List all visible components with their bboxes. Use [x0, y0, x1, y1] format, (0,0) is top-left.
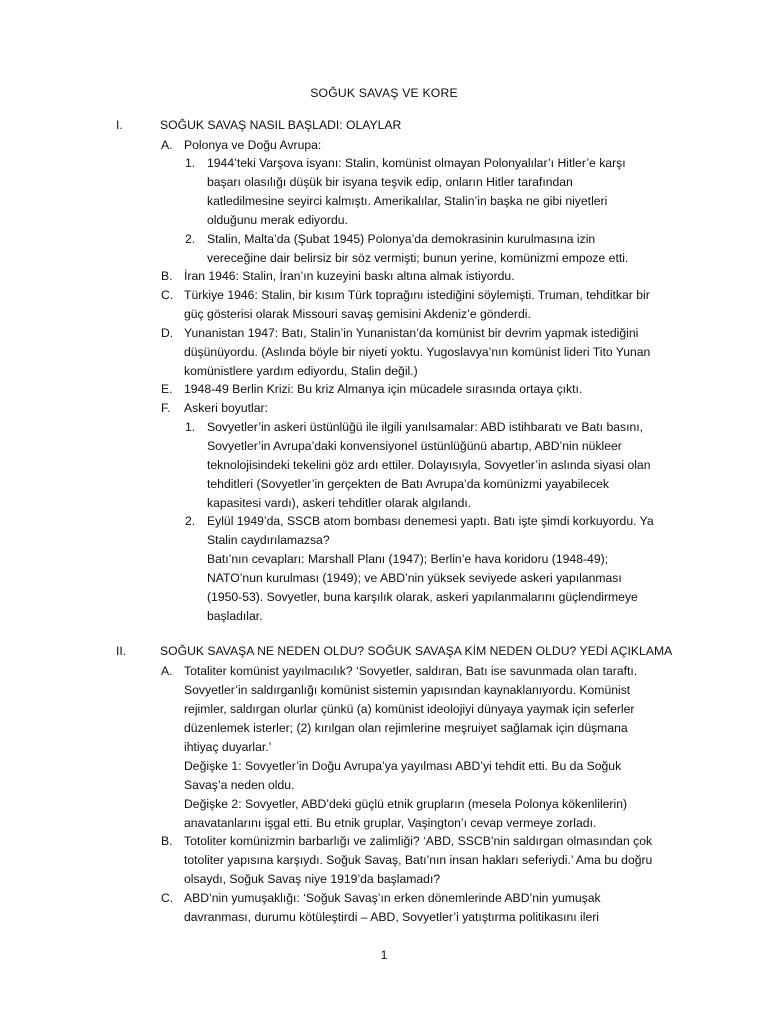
list-item-F: F. Askeri boyutlar:	[161, 401, 268, 415]
document-title: SOĞUK SAVAŞ VE KORE	[310, 86, 458, 100]
variant-1: Değişke 1: Sovyetler’in Doğu Avrupa’ya yayılması ABD’yi tehdit etti. Bu da Soğuk Savaş’a neden oldu.	[184, 759, 622, 792]
list-item-1: 1. 1944’teki Varşova isyanı: Stalin, komünist olmayan Polonyalılar’ı Hitler’e karşı başarı olasılığı düşük bir isyana teşvik edip, onların Hitler tarafından katledilmesine seyirci kalmıştı. Amerikalılar, Stalin’in başka ne gibi niyetleri olduğunu merak ediyordu.	[185, 156, 626, 227]
list-item-F2-extra: Batı’nın cevapları: Marshall Planı (1947); Berlin’e hava koridoru (1948-49); NATO’nun kurulması (1949); ve ABD’nin yüksek seviyede askeri yapılanması (1950-53). Sovyetler, buna karşılık olarak, askeri yapılanmalarını güçlendirmeye başladılar.	[207, 552, 638, 623]
list-item-A: A. Polonya ve Doğu Avrupa:	[161, 138, 322, 152]
list-item-F1: 1. Sovyetler’in askeri üstünlüğü ile ilgili yanılsamalar: ABD istihbaratı ve Batı basını, Sovyetler’in Avrupa’daki konvensiyonel üstünlüğünü abartıp, ABD’nin nükleer teknolojisindeki tekelini göz ardı ettiler. Dolayısıyla, Sovyetler’in aslında siyasi olan tehditleri (Sovyetler’in gerçekten de Batı Avrupa’da komünizmi yayabilecek kapasitesi vardı), askeri tehditler olarak algılandı.	[185, 420, 651, 510]
list-item-B: B. İran 1946: Stalin, İran’ın kuzeyini baskı altına almak istiyordu.	[161, 269, 515, 283]
page-number: 1	[380, 948, 388, 962]
list-item-E: E. 1948-49 Berlin Krizi: Bu kriz Almanya için mücadele sırasında ortaya çıktı.	[161, 382, 583, 396]
list-item-II-A: A. Totaliter komünist yayılmacılık? ‘Sovyetler, saldıran, Batı ise savunmada olan taraftı. Sovyetler’in saldırganlığı komünist sistemin yapısından kaynaklanıyordu. Komünist rejimler, saldırgan olurlar çünkü (a) komünist ideolojiyi dünyaya yaymak için seferler düzenlemek isterler; (2) kırılgan olan rejimlerine meşruiyet sağlamak için düşmana ihtiyaç duyarlar.’ Değişke 1: Sovyetler’in Doğu Avrupa’ya yayılması ABD’yi tehdit etti. Bu da Soğuk Savaş’a neden oldu. Değişke 2: Sovyetler, ABD’deki güçlü etnik grupların (mesela Polonya kökenlilerin) anavatanlarını işgal etti. Bu etnik gruplar, Vaşington’ı cevap vermeye zorladı.	[161, 662, 655, 833]
variant-2: Değişke 2: Sovyetler, ABD’deki güçlü etnik grupların (mesela Polonya kökenlilerin) anavatanlarını işgal etti. Bu etnik gruplar, Vaşington’ı cevap vermeye zorladı.	[184, 797, 628, 830]
section-number: I.	[116, 118, 123, 132]
list-item-II-B: B. Totoliter komünizmin barbarlığı ve zalimliği? ‘ABD, SSCB’nin saldırgan olmasından çok totoliter yapısına karşıydı. Soğuk Savaş, Batı’nın insan hakları seferiydi.’ Ama bu doğru olsaydı, Soğuk Savaş niye 1919’da başlamadı?	[161, 834, 653, 886]
section-title: SOĞUK SAVAŞ NASIL BAŞLADI: OLAYLAR	[160, 118, 402, 132]
section-title: SOĞUK SAVAŞA NE NEDEN OLDU? SOĞUK SAVAŞA KİM NEDEN OLDU? YEDİ AÇIKLAMA	[160, 644, 673, 658]
list-item-C: C. Türkiye 1946: Stalin, bir kısım Türk toprağını istediğini söylemişti. Truman, tehditkar bir güç gösterisi olarak Missouri savaş gemisini Akdeniz’e gönderdi.	[161, 288, 650, 321]
list-item-II-C: C. ABD’nin yumuşaklığı: ‘Soğuk Savaş’ın erken dönemlerinde ABD’nin yumuşak davranması, durumu kötüleştirdi – ABD, Sovyetler’i yatıştırma politikasını ileri	[161, 891, 601, 924]
list-item-2: 2. Stalin, Malta’da (Şubat 1945) Polonya’da demokrasinin kurulmasına izin vereceğine dair belirsiz bir söz vermişti; bunun yerine, komünizmi empoze etti.	[185, 232, 629, 265]
list-item-F2: 2. Eylül 1949’da, SSCB atom bombası denemesi yaptı. Batı işte şimdi korkuyordu. Ya Stalin caydırılamazsa? Batı’nın cevapları: Marshall Planı (1947); Berlin’e hava koridoru (1948-49); NATO’nun kurulması (1949); ve ABD’nin yüksek seviyede askeri yapılanması (1950-53). Sovyetler, buna karşılık olarak, askeri yapılanmalarını güçlendirmeye başladılar.	[185, 512, 659, 626]
list-item-D: D. Yunanistan 1947: Batı, Stalin’in Yunanistan’da komünist bir devrim yapmak istediğini düşünüyordu. (Aslında böyle bir niyeti yoktu. Yugoslavya’nın komünist lideri Tito Yunan komünistlere yardım ediyordu, Stalin değil.)	[161, 326, 651, 378]
section-number: II.	[116, 644, 127, 658]
